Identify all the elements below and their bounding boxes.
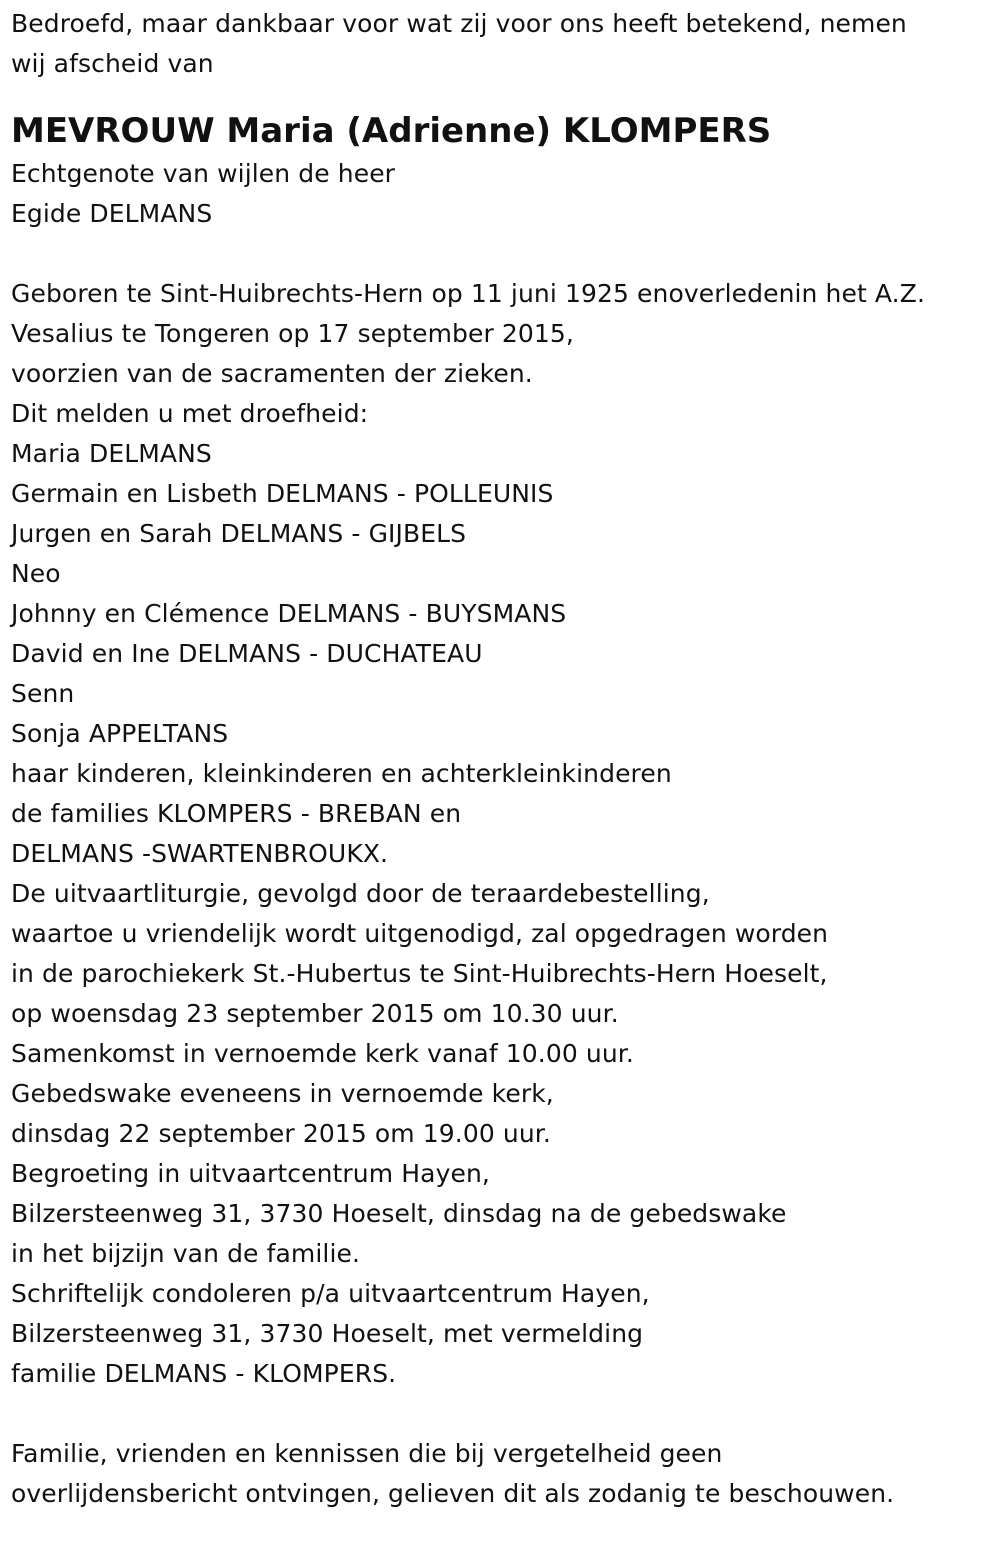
- spouse-paragraph: [11, 154, 991, 234]
- body-line: dinsdag 22 september 2015 om 19.00 uur.: [11, 1119, 551, 1148]
- spouse-line: Echtgenote van wijlen de heer: [11, 159, 396, 188]
- body-line: op woensdag 23 september 2015 om 10.30 uur.: [11, 999, 619, 1028]
- body-line: Jurgen en Sarah DELMANS - GIJBELS: [11, 519, 467, 548]
- closing-paragraph: [11, 1434, 991, 1514]
- body-line: David en Ine DELMANS - DUCHATEAU: [11, 639, 483, 668]
- paragraph-gap: [11, 1394, 991, 1434]
- body-line: in het bijzijn van de familie.: [11, 1239, 361, 1268]
- body-line: waartoe u vriendelijk wordt uitgenodigd, zal opgedragen worden: [11, 919, 829, 948]
- body-line: voorzien van de sacramenten der zieken.: [11, 359, 533, 388]
- spouse-line: Egide DELMANS: [11, 199, 213, 228]
- body-line: Vesalius te Tongeren op 17 september 2015,: [11, 319, 574, 348]
- body-line: haar kinderen, kleinkinderen en achterkleinkinderen: [11, 759, 672, 788]
- body-paragraph: [11, 274, 991, 1394]
- body-line: Maria DELMANS: [11, 439, 212, 468]
- body-line: Johnny en Clémence DELMANS - BUYSMANS: [11, 599, 567, 628]
- body-line: Geboren te Sint-Huibrechts-Hern op 11 juni 1925 enoverledenin het A.Z.: [11, 279, 926, 308]
- body-line: de families KLOMPERS - BREBAN en: [11, 799, 462, 828]
- body-line: Gebedswake eveneens in vernoemde kerk,: [11, 1079, 554, 1108]
- intro-line: wij afscheid van: [11, 49, 214, 78]
- body-line: Samenkomst in vernoemde kerk vanaf 10.00 uur.: [11, 1039, 634, 1068]
- closing-line: overlijdensbericht ontvingen, gelieven dit als zodanig te beschouwen.: [11, 1479, 895, 1508]
- obituary-notice: [11, 4, 991, 1514]
- body-line: Begroeting in uitvaartcentrum Hayen,: [11, 1159, 490, 1188]
- body-line: Bilzersteenweg 31, 3730 Hoeselt, met vermelding: [11, 1319, 644, 1348]
- body-line: in de parochiekerk St.-Hubertus te Sint-Huibrechts-Hern Hoeselt,: [11, 959, 828, 988]
- body-line: Senn: [11, 679, 75, 708]
- body-line: Bilzersteenweg 31, 3730 Hoeselt, dinsdag na de gebedswake: [11, 1199, 787, 1228]
- body-line: De uitvaartliturgie, gevolgd door de teraardebestelling,: [11, 879, 710, 908]
- paragraph-gap: [11, 234, 991, 274]
- closing-line: Familie, vrienden en kennissen die bij vergetelheid geen: [11, 1439, 723, 1468]
- body-line: Neo: [11, 559, 61, 588]
- body-line: Sonja APPELTANS: [11, 719, 229, 748]
- intro-paragraph: [11, 4, 991, 84]
- deceased-name: MEVROUW Maria (Adrienne) KLOMPERS: [11, 111, 772, 151]
- intro-line: Bedroefd, maar dankbaar voor wat zij voor ons heeft betekend, nemen: [11, 9, 907, 38]
- body-line: Dit melden u met droefheid:: [11, 399, 369, 428]
- body-line: Schriftelijk condoleren p/a uitvaartcentrum Hayen,: [11, 1279, 650, 1308]
- body-line: DELMANS -SWARTENBROUKX.: [11, 839, 389, 868]
- body-line: Germain en Lisbeth DELMANS - POLLEUNIS: [11, 479, 554, 508]
- body-line: familie DELMANS - KLOMPERS.: [11, 1359, 397, 1388]
